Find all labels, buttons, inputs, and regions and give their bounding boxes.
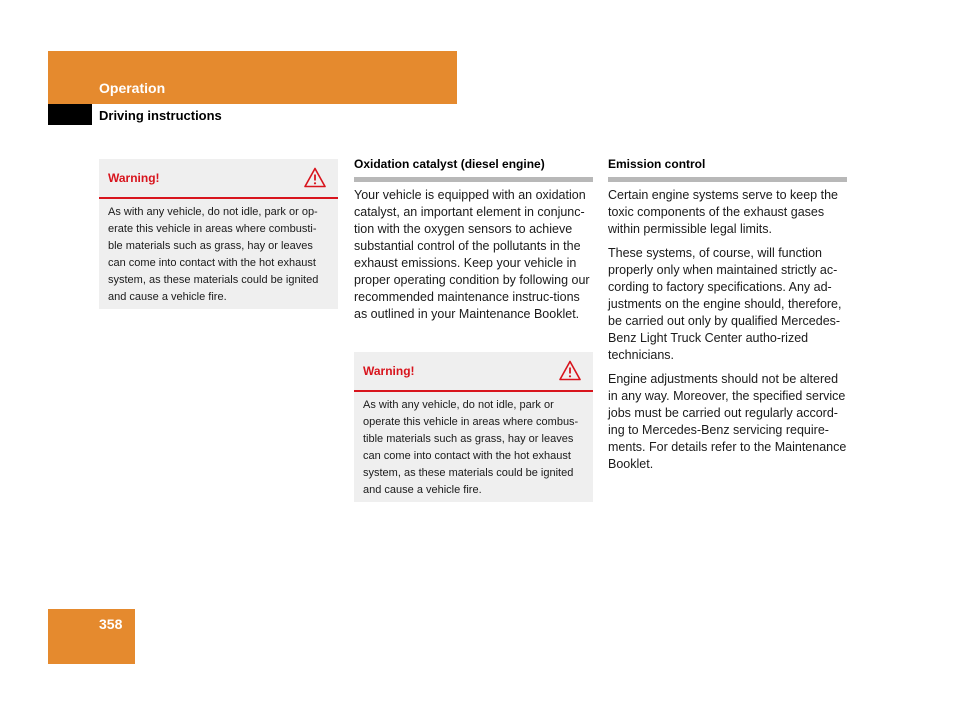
page-number: 358 [99, 616, 123, 632]
warning-box-middle [354, 352, 593, 502]
warning-text: As with any vehicle, do not idle, park or op-erate this vehicle in areas where combusti-ble materials such as grass, hay or leaves can come into contact with the hot exhaust system, as these materials could be ignited and cause a vehicle fire. [108, 206, 319, 303]
warning-text: As with any vehicle, do not idle, park or operate this vehicle in areas where combus-tible materials such as grass, hay or leaves can come into contact with the hot exhaust system, as these materials could be ignited and cause a vehicle fire. [363, 399, 579, 496]
heading-emission-control: Emission control [608, 157, 847, 182]
warning-box-left [99, 159, 338, 309]
heading-oxidation-catalyst: Oxidation catalyst (diesel engine) [354, 157, 593, 182]
paragraph: Your vehicle is equipped with an oxidation catalyst, an important element in conjunc-tion with the oxygen sensors to achieve substantial control of the pollutants in the exhaust emissions. Keep your vehicle in proper operating condition by following our recommended maintenance instruc-tions as outlined in your Maintenance Booklet. [354, 188, 590, 321]
section-marker-tab [48, 104, 92, 125]
paragraph: Engine adjustments should not be altered in any way. Moreover, the specified service jobs must be carried out regularly accord-ing to Mercedes-Benz servicing require-ments. For details refer to the Maintenance Booklet. [608, 372, 847, 471]
warning-triangle-icon [304, 167, 326, 188]
warning-header [99, 159, 338, 199]
warning-header [354, 352, 593, 392]
emission-control-text [608, 187, 847, 480]
warning-label: Warning! [108, 171, 160, 185]
header-bar [48, 51, 457, 104]
section-title: Operation [99, 80, 166, 96]
paragraph: These systems, of course, will function properly only when maintained strictly ac-cording to factory specifications. Any ad-justments on the engine should, therefore, be carried out only by qualified Mercedes-Benz Light Truck Center autho-rized technicians. [608, 246, 842, 362]
subsection-title: Driving instructions [99, 108, 222, 123]
paragraph: Certain engine systems serve to keep the toxic components of the exhaust gases within permissible legal limits. [608, 188, 838, 236]
warning-triangle-icon [559, 360, 581, 381]
warning-label: Warning! [363, 364, 415, 378]
oxidation-catalyst-text [354, 187, 593, 330]
